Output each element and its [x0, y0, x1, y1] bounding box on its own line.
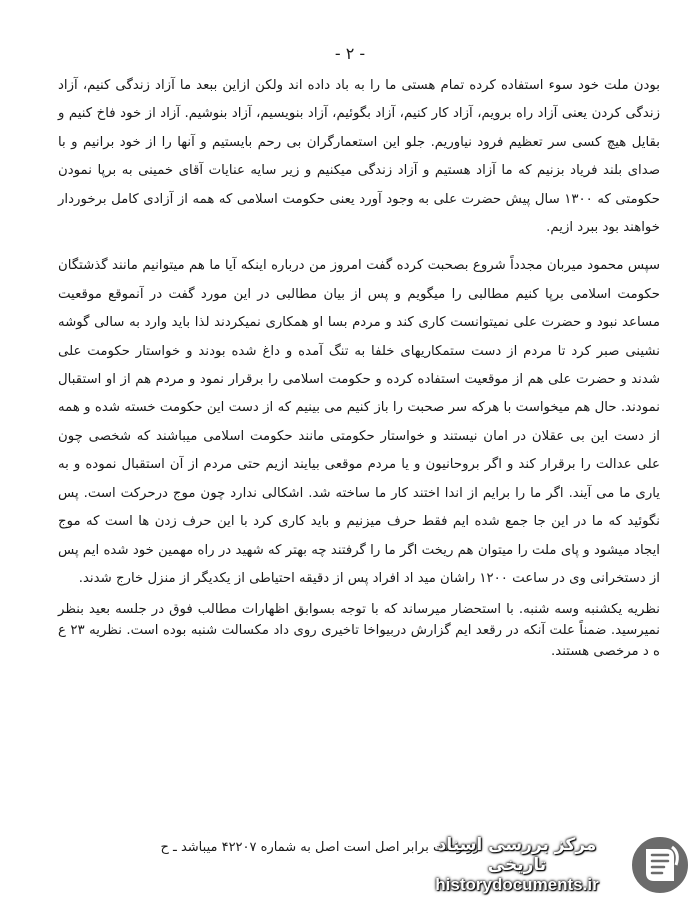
archive-logo-icon [628, 833, 692, 897]
watermark-text [412, 835, 622, 895]
document-body [58, 72, 660, 662]
watermark-url[interactable]: historydocuments.ir [435, 875, 599, 894]
paragraph-3: نظریه یکشنبه وسه شنبه. با استحضار میرساند که با توجه بسوابق اظهارات مطالب فوق در جلسه بعید بنظر نمیرسید. ضمناً علت آنکه در رقعد ایم گزارش دربیواخا تاخیری روی داد مکسالت شنبه بوده است. نظریه ٢٣ ع ه د مرخصی هستند. [58, 602, 660, 660]
paragraph-2: سپس محمود میربان مجدداً شروع بصحبت کرده گفت امروز من درباره اینکه آیا ما هم میتوانیم مانند گذشتگان حکومت اسلامی برپا کنیم مطالبی را میگویم و پس از بیان مطالبی در این مورد گفت در آنموقع موقعیت مساعد نبود و حضرت علی نمیتوانست کاری کند و مردم بسا او همکاری نمیکردند لذا باید وارد به سالی گوشه نشینی صبر کرد تا مردم از دست ستمکاریهای خلفا به تنگ آمده و داغ شده بودند و خواستار حکومت علی شدند و حضرت علی هم از موقعیت استفاده کرده و حکومت اسلامی را برقرار نمود و مردم هم از او استقبال نمودند. حال هم میخواست با هرکه سر صحبت را باز کنیم می بینیم که از دست این حکومت خسته شده و همه از دست این بی عقلان در امان نیستند و خواستار حکومتی مانند حکومت اسلامی میباشند که شخصی چون علی عدالت را برقرار کند و اگر بروحانیون و یا مردم موقعی بیایند ازیم حتی مردم از آن استقبال نموده و به یاری ما می آیند. اگر ما را برایم از اندا اختند کار ما ساخته شد. اشکالی ندارد چون موج درحرکت است. پس نگوئید که ما در این جا جمع شده ایم فقط حرف میزنیم و باید کاری کرد با این حرف زدن ها است که موج ایجاد میشود و پای ملت را میتوان هم ریخت اگر ما را گرفتند چه بهتر که شهید در راه مهمین خود شده ایم پس از دستخرانی وی در ساعت ١٢٠٠ راشان مید اد افراد پس از دقیقه احتیاطی از یکدیگر از منزل خارج شدند. [58, 258, 660, 586]
certified-copy-note: رونوشت برابر اصل است اصل به شماره ۴۲۲۰۷ میباشد ـ ح [160, 840, 480, 855]
watermark-title: مرکز بررسی اسناد تاریخی [437, 835, 597, 875]
page-number: - ٢ - [334, 44, 366, 63]
paragraph-1: بودن ملت خود سوء استفاده کرده تمام هستی ما را به باد داده اند ولکن ازاین ببعد ما آزاد زندگی کنیم، آزاد زندگی کردن یعنی آزاد راه برویم، آزاد کار کنیم، آزاد بگوئیم، آزاد بنویسیم، آزاد بنوشیم. آزاد از خود فاخ کنیم و بقایل هیچ کسی سر تعظیم فرود نیاوریم. جلو این استعمارگران بی رحم بایستیم و آنها را از خود برانیم و با صدای بلند فریاد بزنیم که ما آزاد هستیم و آزاد زندگی میکنیم و زیر سایه عنایات آقای خمینی به برپا نمودن حکومتی که ١٣٠٠ سال پیش حضرت علی به وجود آورد یعنی حکومت اسلامی که همه از آزادی کامل برخوردار خواهند بود ببرد ازیم. [58, 78, 660, 236]
archive-watermark [412, 826, 692, 904]
